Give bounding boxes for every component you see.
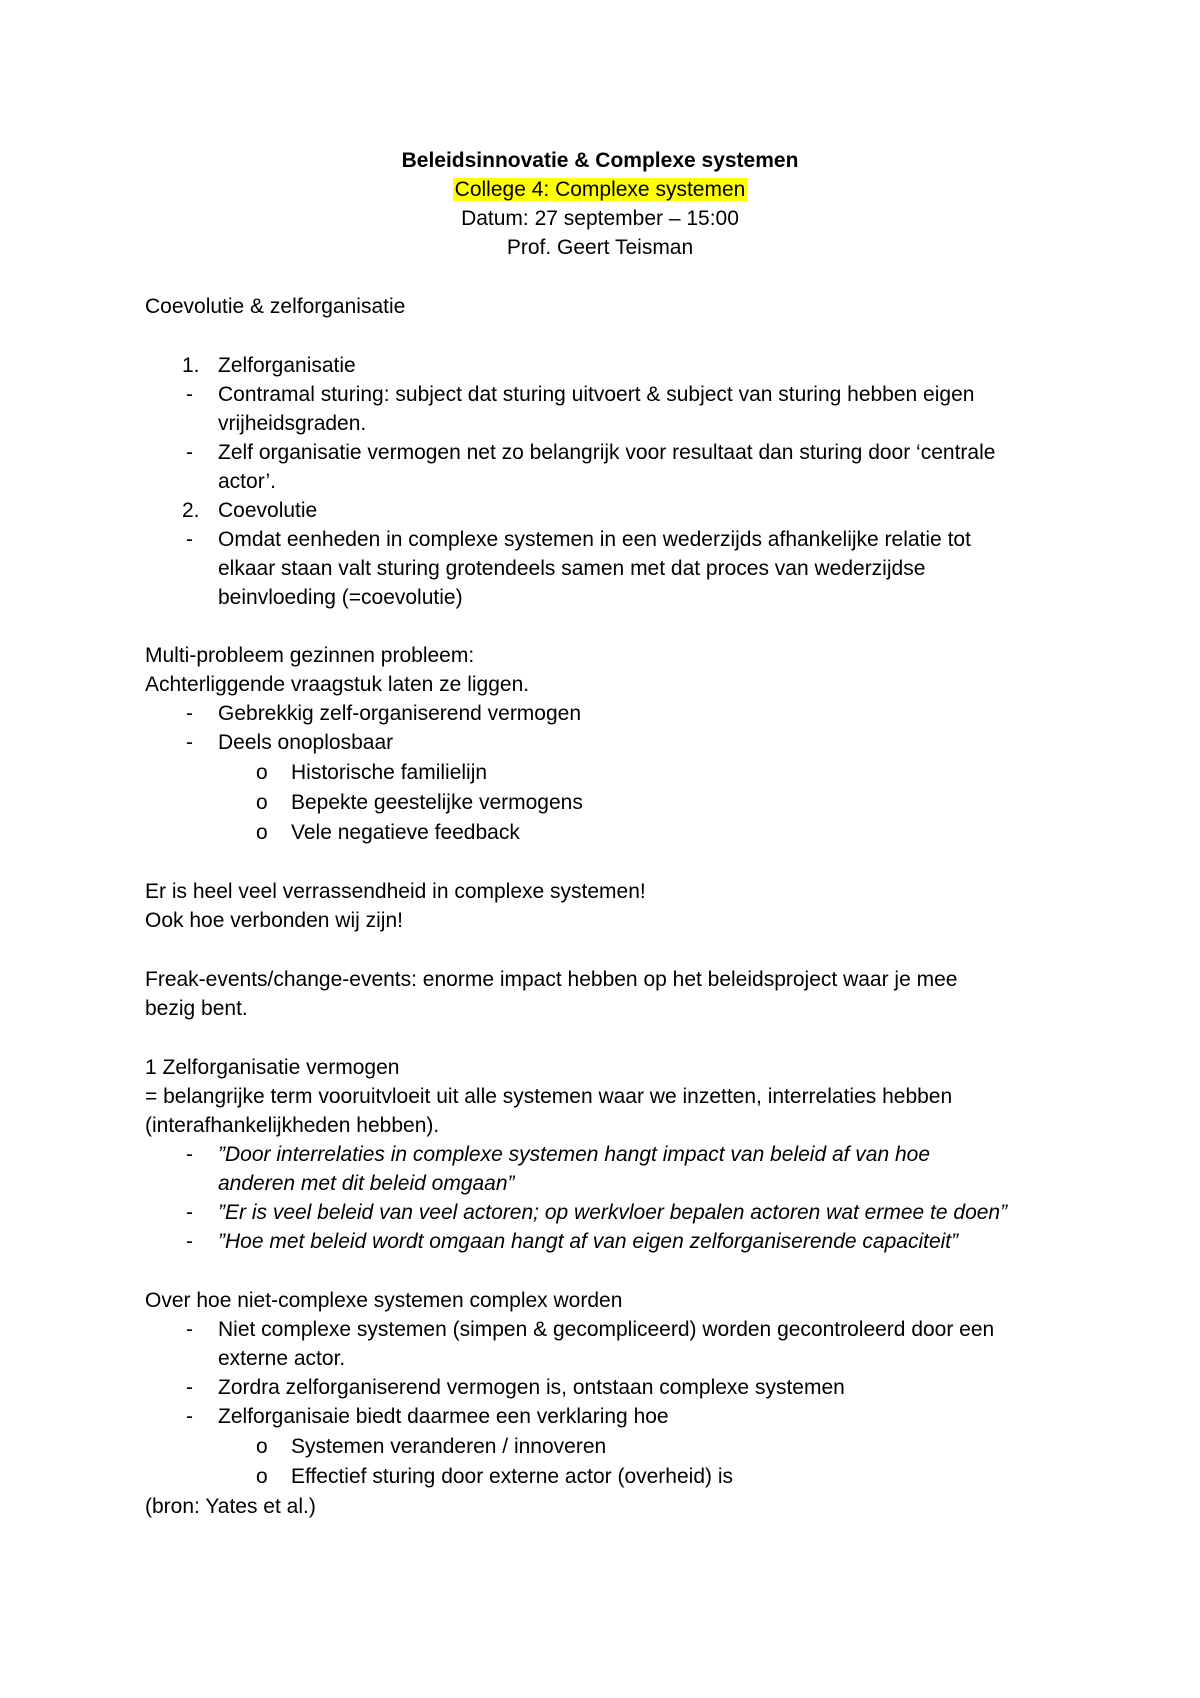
section-heading-zelforganisatie-vermogen: 1 Zelforganisatie vermogen (145, 1056, 400, 1079)
paragraph-line: Multi-probleem gezinnen probleem: (145, 644, 475, 667)
list-item-zelforganisatie: Zelforganisatie (218, 354, 356, 377)
paragraph-line: = belangrijke term vooruitvloeit uit alle systemen waar we inzetten, interrelaties hebben (145, 1085, 953, 1108)
bullet-dash: - (186, 702, 193, 725)
quote-text-continued: anderen met dit beleid omgaan” (218, 1172, 515, 1195)
bullet-text: Zelforganisaie biedt daarmee een verklaring hoe (218, 1405, 669, 1428)
paragraph-line: bezig bent. (145, 997, 248, 1020)
bullet-text-continued: externe actor. (218, 1347, 346, 1370)
sub-bullet-text: Bepekte geestelijke vermogens (291, 791, 583, 814)
bullet-text: Gebrekkig zelf-organiserend vermogen (218, 702, 582, 725)
document-title: Beleidsinnovatie & Complexe systemen (401, 149, 799, 172)
section-heading-niet-complexe-systemen: Over hoe niet-complexe systemen complex worden (145, 1289, 623, 1312)
bullet-text: Niet complexe systemen (simpen & gecompliceerd) worden gecontroleerd door een (218, 1318, 995, 1341)
quote-text: ”Door interrelaties in complexe systemen hangt impact van beleid af van hoe (218, 1143, 931, 1166)
sub-bullet-circle: o (256, 791, 268, 814)
bullet-dash: - (186, 1376, 193, 1399)
sub-bullet-circle: o (256, 821, 268, 844)
bullet-dash: - (186, 731, 193, 754)
bullet-text-continued: beinvloeding (=coevolutie) (218, 586, 463, 609)
sub-bullet-circle: o (256, 1465, 268, 1488)
paragraph-line: Freak-events/change-events: enorme impact hebben op het beleidsproject waar je mee (145, 968, 958, 991)
list-number: 2. (182, 499, 200, 522)
paragraph-line: Achterliggende vraagstuk laten ze liggen. (145, 673, 530, 696)
bullet-dash: - (186, 441, 193, 464)
bullet-dash: - (186, 1318, 193, 1341)
professor-line: Prof. Geert Teisman (506, 236, 694, 259)
sub-bullet-text: Systemen veranderen / innoveren (291, 1435, 607, 1458)
paragraph-line: Ook hoe verbonden wij zijn! (145, 909, 403, 932)
sub-bullet-text: Vele negatieve feedback (291, 821, 520, 844)
bullet-dash: - (186, 528, 193, 551)
bullet-text-continued: actor’. (218, 470, 276, 493)
date-line: Datum: 27 september – 15:00 (461, 207, 739, 230)
paragraph-line: Er is heel veel verrassendheid in complexe systemen! (145, 880, 646, 903)
highlighted-college-text: College 4: Complexe systemen (454, 178, 746, 201)
bullet-text: Deels onoplosbaar (218, 731, 394, 754)
bullet-text-continued: vrijheidsgraden. (218, 412, 367, 435)
quote-text: ”Hoe met beleid wordt omgaan hangt af van eigen zelforganiserende capaciteit” (218, 1230, 959, 1253)
bullet-text: Zordra zelforganiserend vermogen is, ontstaan complexe systemen (218, 1376, 845, 1399)
bullet-dash: - (186, 1143, 193, 1166)
bullet-text: Omdat eenheden in complexe systemen in een wederzijds afhankelijke relatie tot (218, 528, 971, 551)
sub-bullet-text: Effectief sturing door externe actor (overheid) is (291, 1465, 733, 1488)
bullet-dash: - (186, 1230, 193, 1253)
bullet-dash: - (186, 1405, 193, 1428)
sub-bullet-circle: o (256, 1435, 268, 1458)
bullet-text: Contramal sturing: subject dat sturing uitvoert & subject van sturing hebben eigen (218, 383, 975, 406)
sub-bullet-circle: o (256, 761, 268, 784)
list-number: 1. (182, 354, 200, 377)
bullet-text: Zelf organisatie vermogen net zo belangrijk voor resultaat dan sturing door ‘centrale (218, 441, 996, 464)
source-citation: (bron: Yates et al.) (145, 1495, 316, 1518)
college-subtitle (0, 175, 1200, 204)
list-item-coevolutie: Coevolutie (218, 499, 318, 522)
section-heading-coevolutie: Coevolutie & zelforganisatie (145, 295, 406, 318)
bullet-dash: - (186, 1201, 193, 1224)
quote-text: ”Er is veel beleid van veel actoren; op werkvloer bepalen actoren wat ermee te doen” (218, 1201, 1008, 1224)
paragraph-line: (interafhankelijkheden hebben). (145, 1114, 440, 1137)
bullet-text-continued: elkaar staan valt sturing grotendeels samen met dat proces van wederzijdse (218, 557, 926, 580)
bullet-dash: - (186, 383, 193, 406)
sub-bullet-text: Historische familielijn (291, 761, 488, 784)
